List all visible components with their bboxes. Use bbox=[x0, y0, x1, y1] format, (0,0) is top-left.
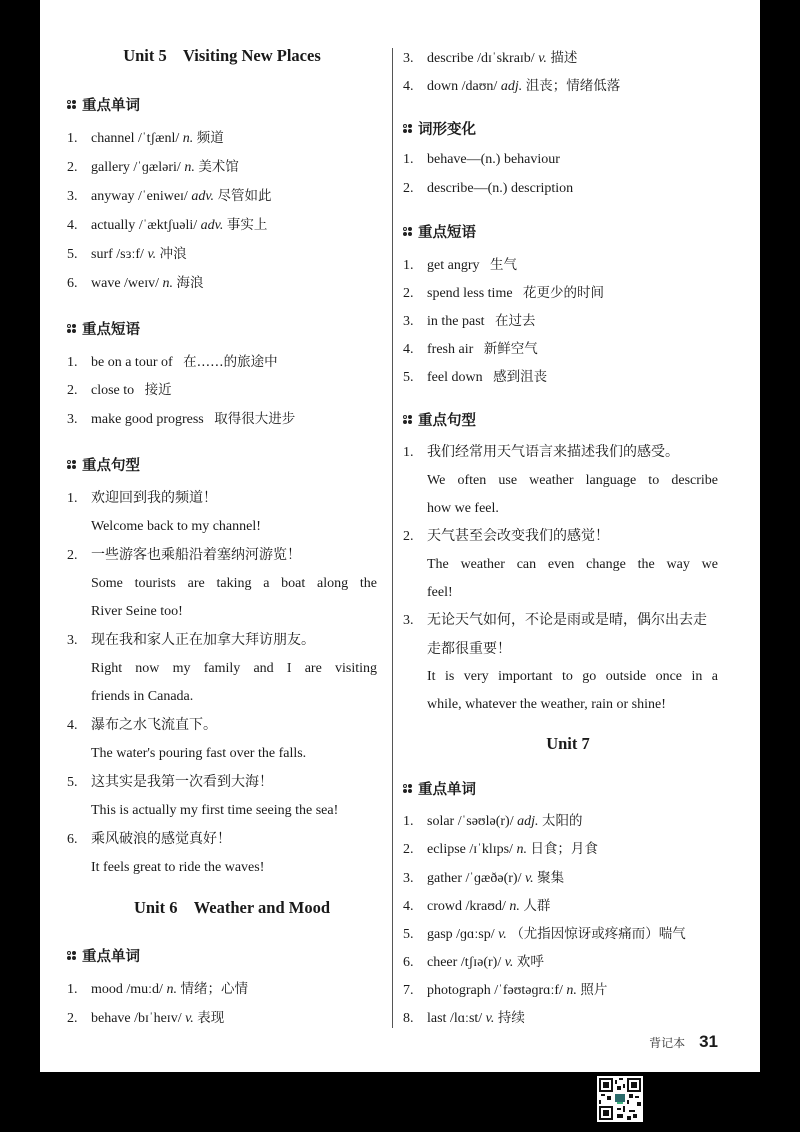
vocab-item: 5. gasp /ɡɑːsp/ v. （尤指因惊讶或疼痛而）喘气 bbox=[403, 926, 686, 942]
unit6-words-heading: 重点单词 bbox=[67, 945, 140, 966]
vocab-item: 8. last /lɑːst/ v. 持续 bbox=[403, 1010, 525, 1026]
vocab-item: 3. gather /ˈɡæðə(r)/ v. 聚集 bbox=[403, 870, 565, 886]
vocab-item: 2. behave /bɪˈheɪv/ v. 表现 bbox=[67, 1010, 225, 1026]
section-dots-icon bbox=[403, 227, 412, 236]
footer-book-label: 背记本 bbox=[649, 1036, 686, 1050]
phrase-item: 2. close to 接近 bbox=[67, 382, 172, 398]
section-dots-icon bbox=[67, 100, 76, 109]
sentence-item: 1. 我们经常用天气语言来描述我们的感受。 We often use weather language to describe how we feel. bbox=[403, 444, 718, 516]
vocab-item: 6. cheer /tʃɪə(r)/ v. 欢呼 bbox=[403, 954, 544, 970]
sentence-item: 1. 欢迎回到我的频道！ Welcome back to my channel! bbox=[67, 490, 261, 534]
vocab-item: 4. crowd /kraʊd/ n. 人群 bbox=[403, 898, 551, 914]
vocab-item: 2. eclipse /ɪˈklɪps/ n. 日食；月食 bbox=[403, 841, 598, 857]
sentence-item: 4. 瀑布之水飞流直下。 The water's pouring fast over the falls. bbox=[67, 717, 307, 761]
section-dots-icon bbox=[67, 324, 76, 333]
word-form-item: 1. behave—(n.) behaviour bbox=[403, 152, 560, 167]
page-number: 31 bbox=[699, 1032, 718, 1051]
phrase-item: 2. spend less time 花更少的时间 bbox=[403, 285, 605, 301]
sentence-item: 3. 无论天气如何，不论是雨或是晴，偶尔出去走 走都很重要！ It is very important to go outside once in a while, whatever the weather, rain or shine! bbox=[403, 612, 718, 712]
phrase-item: 5. feel down 感到沮丧 bbox=[403, 369, 548, 385]
sentence-item: 5. 这其实是我第一次看到大海！ This is actually my first time seeing the sea! bbox=[67, 774, 339, 818]
qr-code-icon[interactable] bbox=[597, 1076, 643, 1122]
phrase-item: 1. be on a tour of 在……的旅途中 bbox=[67, 354, 278, 370]
phrase-item: 3. in the past 在过去 bbox=[403, 313, 536, 329]
vocab-item: 1. mood /muːd/ n. 情绪；心情 bbox=[67, 981, 248, 997]
section-dots-icon bbox=[67, 460, 76, 469]
phrase-item: 3. make good progress 取得很大进步 bbox=[67, 411, 296, 427]
unit6-word-forms-heading: 词形变化 bbox=[403, 118, 476, 139]
unit6-sentences-heading: 重点句型 bbox=[403, 409, 476, 430]
vocab-item: 4. actually /ˈæktʃuəli/ adv. 事实上 bbox=[67, 217, 268, 233]
section-dots-icon bbox=[403, 124, 412, 133]
vocab-item: 3. describe /dɪˈskraɪb/ v. 描述 bbox=[403, 50, 578, 66]
vocab-item: 7. photograph /ˈfəʊtəɡrɑːf/ n. 照片 bbox=[403, 982, 608, 998]
phrase-item: 1. get angry 生气 bbox=[403, 257, 517, 273]
unit7-words-heading: 重点单词 bbox=[403, 778, 476, 799]
unit7-title: Unit 7 bbox=[546, 734, 590, 753]
textbook-page bbox=[40, 0, 760, 1072]
sentence-item: 6. 乘风破浪的感觉真好！ It feels great to ride the waves! bbox=[67, 831, 265, 875]
unit5-title: Unit 5 Visiting New Places bbox=[123, 46, 321, 65]
section-dots-icon bbox=[403, 415, 412, 424]
vocab-item: 3. anyway /ˈeniweɪ/ adv. 尽管如此 bbox=[67, 188, 272, 204]
page-footer bbox=[649, 1032, 718, 1052]
column-divider bbox=[392, 48, 393, 1028]
word-form-item: 2. describe—(n.) description bbox=[403, 181, 574, 196]
sentence-item: 3. 现在我和家人正在加拿大拜访朋友。 Right now my family and I are visiting friends in Canada. bbox=[67, 632, 377, 704]
vocab-item: 4. down /daʊn/ adj. 沮丧；情绪低落 bbox=[403, 78, 621, 94]
sentence-item: 2. 天气甚至会改变我们的感觉！ The weather can even change the way we feel! bbox=[403, 528, 718, 600]
section-dots-icon bbox=[403, 784, 412, 793]
vocab-item: 6. wave /weɪv/ n. 海浪 bbox=[67, 275, 204, 291]
unit6-title: Unit 6 Weather and Mood bbox=[133, 898, 331, 917]
vocab-item: 1. solar /ˈsəʊlə(r)/ adj. 太阳的 bbox=[403, 813, 583, 829]
unit5-sentences-heading: 重点句型 bbox=[67, 454, 140, 475]
unit5-phrases-heading: 重点短语 bbox=[67, 318, 140, 339]
vocab-item: 2. gallery /ˈɡæləri/ n. 美术馆 bbox=[67, 159, 239, 175]
sentence-item: 2. 一些游客也乘船沿着塞纳河游览！ Some tourists are taking a boat along the River Seine too! bbox=[67, 547, 377, 619]
vocab-item: 5. surf /sɜːf/ v. 冲浪 bbox=[67, 246, 187, 262]
unit5-words-heading: 重点单词 bbox=[67, 94, 140, 115]
unit6-phrases-heading: 重点短语 bbox=[403, 221, 476, 242]
section-dots-icon bbox=[67, 951, 76, 960]
phrase-item: 4. fresh air 新鲜空气 bbox=[403, 341, 538, 357]
vocab-item: 1. channel /ˈtʃænl/ n. 频道 bbox=[67, 130, 224, 146]
